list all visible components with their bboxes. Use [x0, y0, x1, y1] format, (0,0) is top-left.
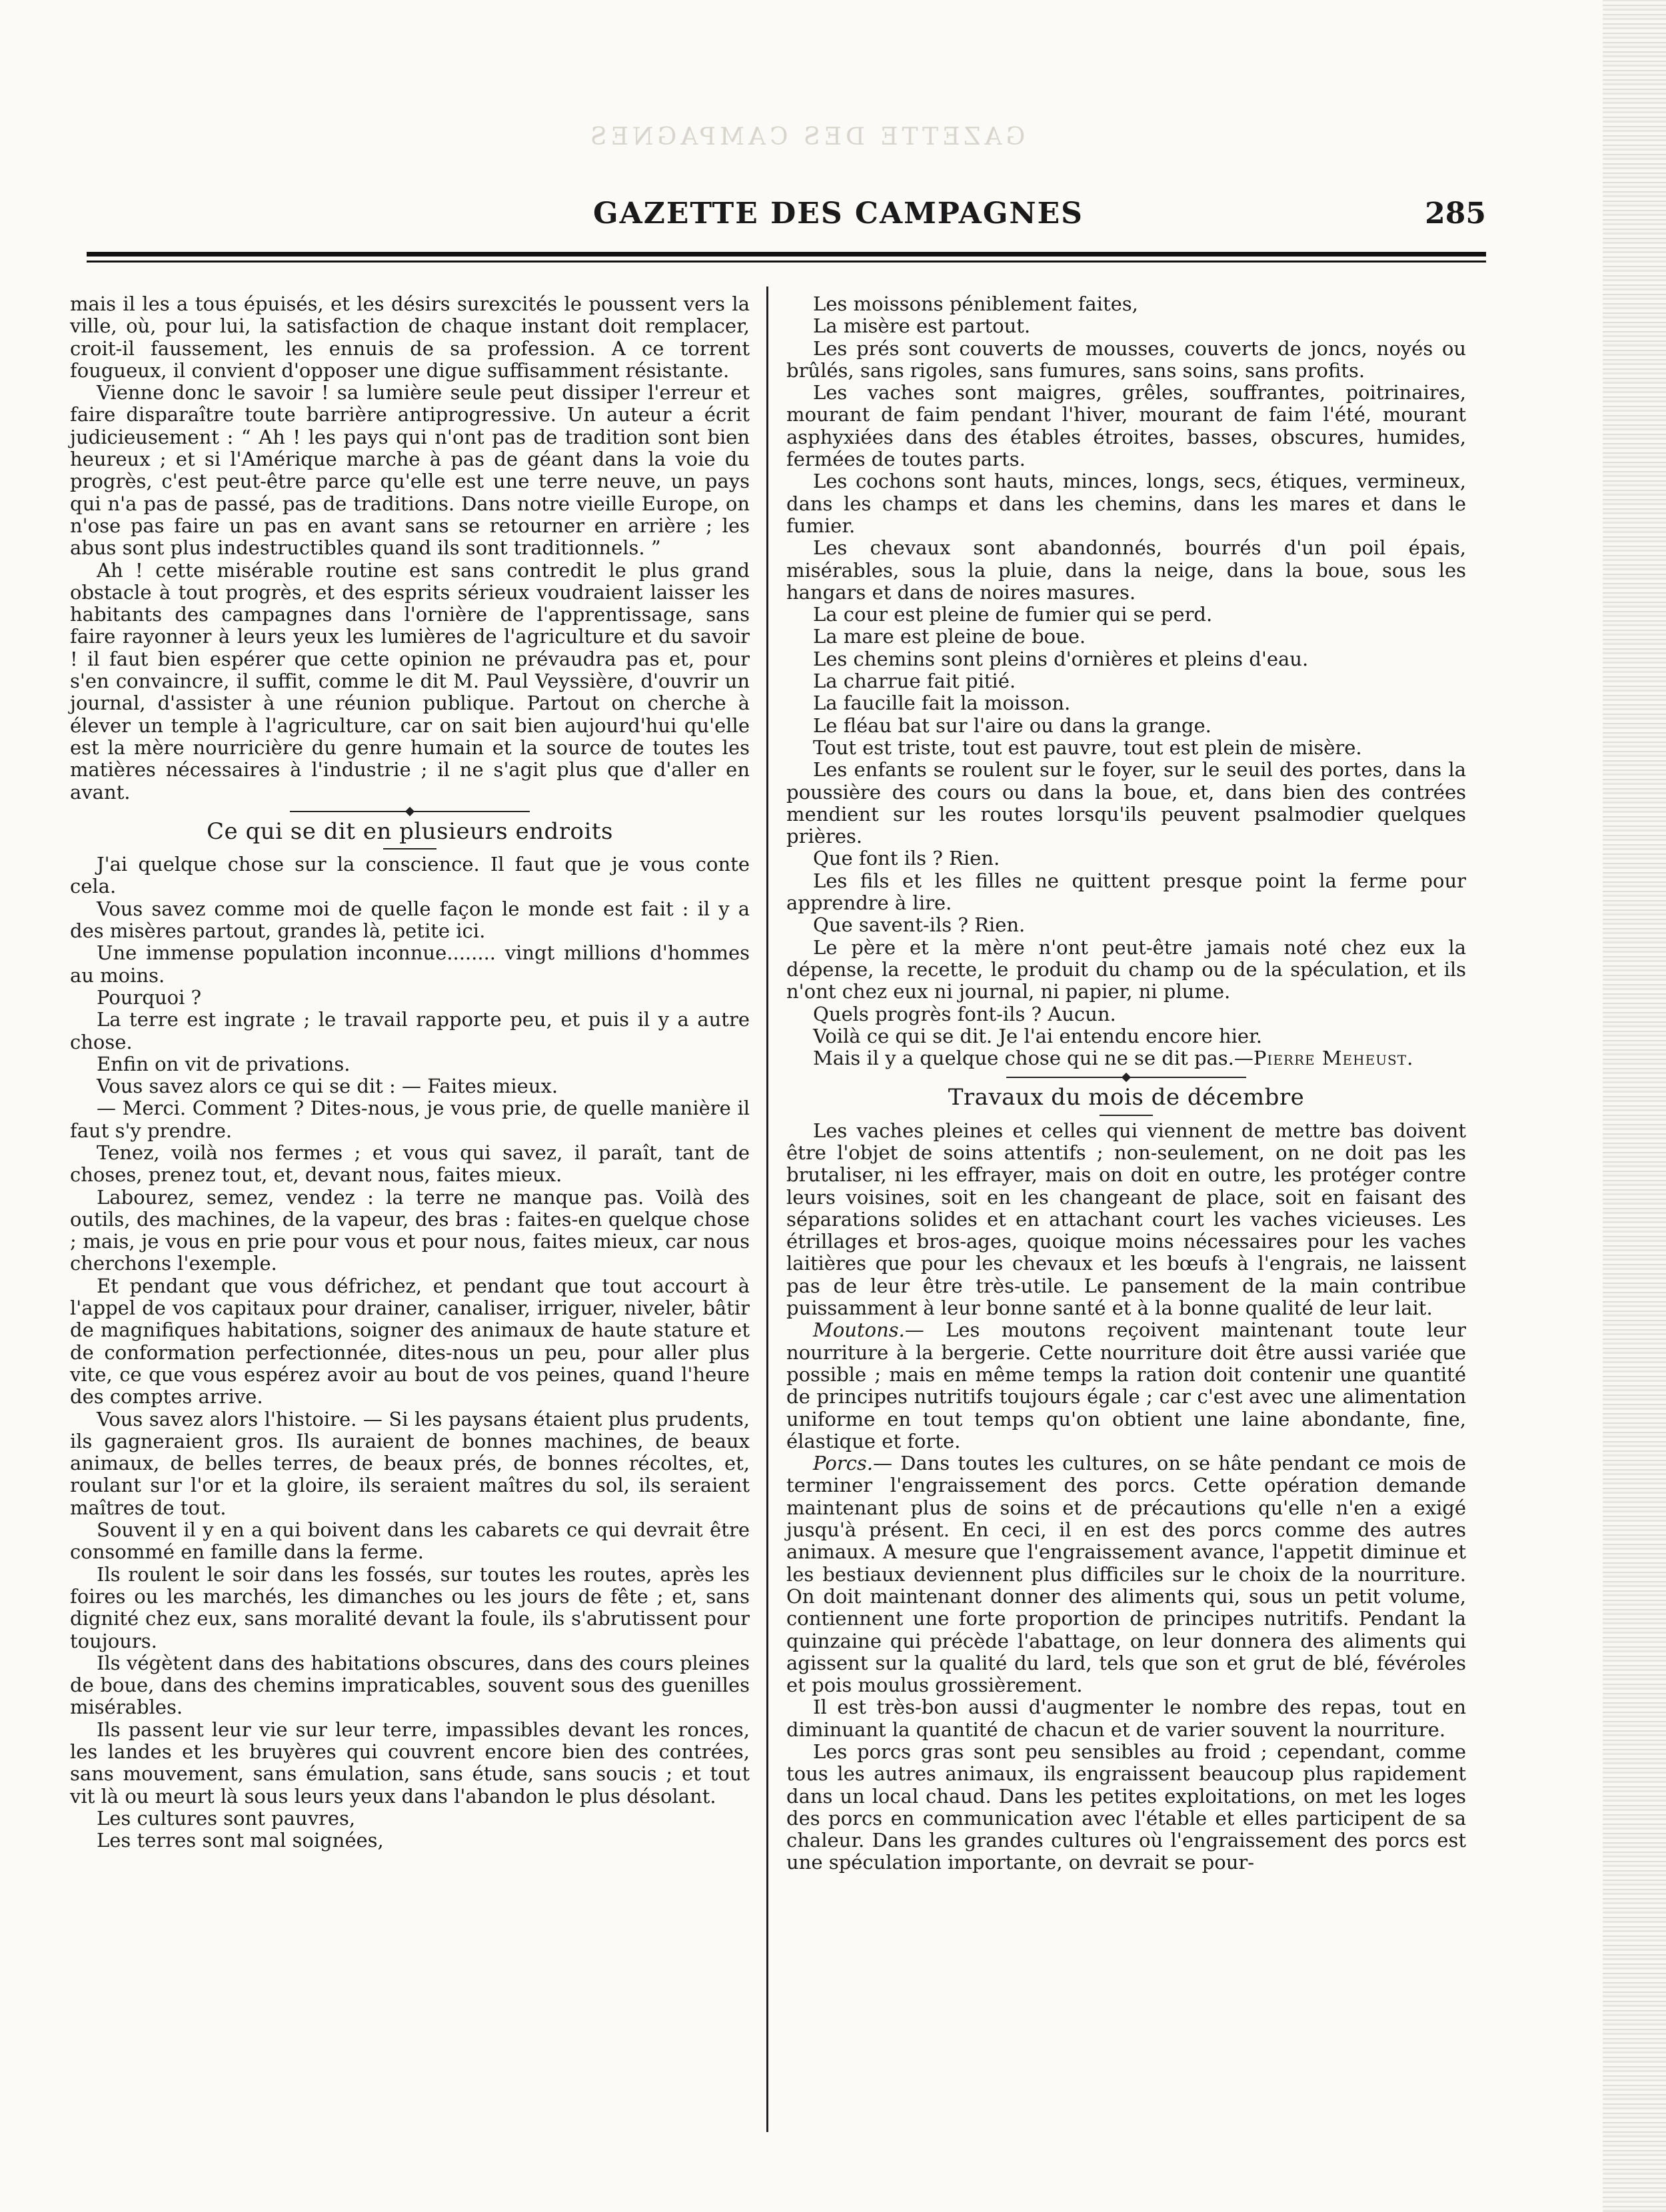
title-dash — [786, 1111, 1466, 1120]
paragraph: Les cultures sont pauvres, — [97, 1806, 356, 1830]
paragraph: La mare est pleine de boue. — [813, 625, 1086, 648]
paragraph: Tenez, voilà nos fermes ; et vous qui savez, il paraît, tant de choses, prenez tout, et, devant nous, faites mieux. — [70, 1141, 750, 1187]
paragraph: Le père et la mère n'ont peut-être jamais noté chez eux la dépense, la recette, le produit du champ ou de la spéculation, et ils n'ont chez eux ni journal, ni papier, ni plume. — [786, 935, 1466, 1003]
paragraph-text: — Dans toutes les cultures, on se hâte pendant ce mois de terminer l'engraissement des porcs. Cette opération demande maintenant plus de soins et de précautions qu'elle n'en a exigé jusqu'à présent. En ceci, il en est des porcs comme des autres animaux. A mesure que l'engraissement avance, l'appetit diminue et les bestiaux deviennent plus difficiles sur le choix de la nourriture. On doit maintenant donner des aliments qui, sous un petit volume, contiennent une forte proportion de principes nutritifs. Pendant la quinzaine qui précède l'abattage, on leur donnera des aliments qui agissent sur la qualité du lard, tels que son et grut de blé, févéroles et pois moulus grossièrement. — [786, 1452, 1466, 1697]
paragraph: Ils roulent le soir dans les fossés, sur toutes les routes, après les foires ou les marchés, les dimanches ou les jours de fête ; et, sans dignité chez eux, sans moralité devant la foule, ils s'abrutissent pour toujours. — [70, 1562, 750, 1652]
paragraph: Les enfants se roulent sur le foyer, sur le seuil des portes, dans la poussière des cours ou dans la boue, et, dans bien des contrées mendient sur les routes lorsqu'ils peuvent psalmodier quelques prières. — [786, 758, 1466, 848]
masthead-title: GAZETTE DES CAMPAGNES — [593, 197, 1084, 231]
paragraph: Que font ils ? Rien. — [813, 847, 1000, 870]
section-title: Travaux du mois de décembre — [948, 1084, 1305, 1111]
paragraph: Voilà ce qui se dit. Je l'ai entendu encore hier. — [813, 1024, 1262, 1047]
bleed-through-masthead: GAZETTE DES CAMPAGNES — [586, 123, 1026, 151]
paragraph: Une immense population inconnue........ vingt millions d'hommes au moins. — [70, 941, 750, 987]
bleed-through-edge — [1603, 0, 1666, 2212]
paragraph-label: Porcs. — [813, 1452, 874, 1475]
header-rule-thick — [87, 252, 1486, 257]
paragraph: Et pendant que vous défrichez, et pendant que tout accourt à l'appel de vos capitaux pour drainer, canaliser, irriguer, niveler, bâtir de magnifiques habitations, soigner des animaux de haute stature et de conformation perfectionnée, dites-nous un peu, pour aller plus vite, ce que vous espérez avoir au bout de vos peines, quand l'heure des comptes arrive. — [70, 1274, 750, 1408]
signed-paragraph — [786, 1047, 1466, 1069]
page-number: 285 — [1425, 197, 1486, 231]
paragraph: Il est très-bon aussi d'augmenter le nombre des repas, tout en diminuant la quantité de chacun et de varier souvent la nourriture. — [786, 1696, 1466, 1741]
paragraph: Quels progrès font-ils ? Aucun. — [813, 1002, 1116, 1025]
paragraph: Les vaches sont maigres, grêles, souffrantes, poitrinaires, mourant de faim pendant l'hiver, mourant de faim l'été, mourant asphyxiées dans des étables étroites, basses, obscures, humides, fermées de toutes parts. — [786, 381, 1466, 471]
paragraph: mais il les a tous épuisés, et les désirs surexcités le poussent vers la ville, où, pour lui, la satisfaction de chaque instant doit remplacer, croit-il faussement, les ennuis de sa profession. A ce torrent fougueux, il convient d'opposer une digue suffisamment résistante. — [70, 292, 750, 382]
paragraph: La faucille fait la moisson. — [813, 692, 1071, 715]
paragraph: Tout est triste, tout est pauvre, tout est plein de misère. — [813, 736, 1362, 759]
paragraph: Ils passent leur vie sur leur terre, impassibles devant les ronces, les landes et les bruyères qui couvrent encore bien des contrées, sans mouvement, sans émulation, sans étude, sans soucis ; et tout vit là ou meurt là sous leurs yeux dans l'abandon le plus désolant. — [70, 1718, 750, 1808]
section-ornament — [70, 806, 750, 817]
paragraph: Les chevaux sont abandonnés, bourrés d'un poil épais, misérables, sous la pluie, dans la neige, dans la boue, sous les hangars et dans de noires masures. — [786, 536, 1466, 604]
paragraph: Les cochons sont hauts, minces, longs, secs, étiques, vermineux, dans les champs et dans les chemins, dans les mares et dans le fumier. — [786, 470, 1466, 537]
paragraph: La misère est partout. — [813, 314, 1031, 338]
paragraph: Les porcs gras sont peu sensibles au froid ; cependant, comme tous les autres animaux, ils engraissent beaucoup plus rapidement dans un local chaud. Dans les petites exploitations, on met les loges des porcs en communication avec l'étable et elles participent de sa chaleur. Dans les grandes cultures où l'engraissement des porcs est une spéculation importante, on devrait se pour- — [786, 1740, 1466, 1874]
paragraph: Ils végètent dans des habitations obscures, dans des cours pleines de boue, dans des chemins impraticables, souvent sous des guenilles misérables. — [70, 1651, 750, 1719]
paragraph: Souvent il y en a qui boivent dans les cabarets ce qui devrait être consommé en famille dans la ferme. — [70, 1518, 750, 1564]
paragraph: Les moissons péniblement faites, — [813, 292, 1138, 315]
paragraph: Les terres sont mal soignées, — [97, 1829, 384, 1852]
paragraph: Les fils et les filles ne quittent presque point la ferme pour apprendre à lire. — [786, 869, 1466, 915]
paragraph: Labourez, semez, vendez : la terre ne manque pas. Voilà des outils, des machines, de la vapeur, des bras : faites-en quelque chose ; mais, je vous en prie pour vous et pour nous, faites mieux, car nous cherchons l'exemple. — [70, 1185, 750, 1275]
left-column — [70, 293, 750, 1852]
paragraph-label: Moutons. — [813, 1319, 905, 1342]
paragraph: Vous savez alors ce qui se dit : — Faites mieux. — [97, 1075, 558, 1098]
paragraph: La charrue fait pitié. — [813, 670, 1016, 693]
author-signature: Pierre Meheust. — [1253, 1047, 1414, 1070]
paragraph: Ah ! cette misérable routine est sans contredit le plus grand obstacle à tout progrès, et des esprits sérieux voudraient laisser les habitants des campagnes dans l'ornière de l'apprentissage, sans faire rayonner à leurs yeux les lumières de l'agriculture et du savoir ! il faut bien espérer que cette opinion ne prévaudra pas et, pour s'en convaincre, il suffit, comme le dit M. Paul Veyssière, d'ouvrir un journal, d'assister à une réunion publique. Partout on cherche à élever un temple à l'agriculture, car on sait bien aujourd'hui qu'elle est la mère nourricière du genre humain et la source de toutes les matières nécessaires à l'industrie ; il ne s'agit plus que d'aller en avant. — [70, 558, 750, 804]
paragraph-text: Mais il y a quelque chose qui ne se dit pas.— — [813, 1047, 1253, 1070]
paragraph: Vous savez comme moi de quelle façon le monde est fait : il y a des misères partout, grandes là, petite ici. — [70, 897, 750, 943]
paragraph: — Merci. Comment ? Dites-nous, je vous prie, de quelle manière il faut s'y prendre. — [70, 1097, 750, 1142]
paragraph: La cour est pleine de fumier qui se perd. — [813, 603, 1213, 626]
paragraph: Vous savez alors l'histoire. — Si les paysans étaient plus prudents, ils gagneraient gros. Ils auraient de bonnes machines, de beaux animaux, de belles terres, de beaux prés, de bonnes récoltes, et, roulant sur l'or et la gloire, ils seraient maîtres du sol, ils seraient maîtres de tout. — [70, 1407, 750, 1519]
section-title: Ce qui se dit en plusieurs endroits — [207, 818, 613, 845]
paragraph: Que savent-ils ? Rien. — [813, 913, 1026, 937]
section-ornament — [786, 1072, 1466, 1083]
paragraph: Pourquoi ? — [97, 985, 202, 1009]
paragraph: Les vaches pleines et celles qui viennent de mettre bas doivent être l'objet de soins attentifs ; non-seulement, on ne doit pas les brutaliser, ni les effrayer, mais on doit en outre, les protéger contre leurs voisines, soit en les changeant de place, soit en faisant des séparations solides et en attachant court les vaches vicieuses. Les étrillages et bros-ages, quoique moins nécessaires pour les vaches laitières que pour les chevaux et les bœufs à l'engrais, ne laissent pas de leur être très-utile. Le pansement de la main contribue puissamment à leur bonne santé et à la bonne qualité de leur lait. — [786, 1119, 1466, 1320]
header-rule-thin — [87, 261, 1486, 263]
paragraph: Les prés sont couverts de mousses, couverts de joncs, noyés ou brûlés, sans rigoles, sans fumures, sans soins, sans profits. — [786, 336, 1466, 382]
right-column — [786, 293, 1466, 1874]
page-header — [87, 197, 1486, 237]
paragraph: La terre est ingrate ; le travail rapporte peu, et puis il y a autre chose. — [70, 1008, 750, 1053]
paragraph-porcs — [786, 1452, 1466, 1696]
title-dash — [70, 844, 750, 853]
paragraph: Le fléau bat sur l'aire ou dans la grange. — [813, 714, 1212, 737]
column-divider — [766, 286, 768, 2132]
paragraph: Enfin on vit de privations. — [97, 1052, 351, 1075]
paragraph: Les chemins sont pleins d'ornières et pleins d'eau. — [813, 647, 1309, 670]
paragraph-moutons — [786, 1319, 1466, 1452]
paragraph: J'ai quelque chose sur la conscience. Il faut que je vous conte cela. — [70, 853, 750, 898]
paragraph-text: — Les moutons reçoivent maintenant toute leur nourriture à la bergerie. Cette nourriture doit être aussi variée que possible ; mais en même temps la ration doit contenir une quantité de principes nutritifs toujours égale ; car c'est avec une alimentation uniforme en tout temps qu'on obtient une laine abondante, fine, élastique et forte. — [786, 1319, 1466, 1452]
paragraph: Vienne donc le savoir ! sa lumière seule peut dissiper l'erreur et faire disparaître toute barrière antiprogressive. Un auteur a écrit judicieusement : “ Ah ! les pays qui n'ont pas de tradition sont bien heureux ; et si l'Amérique marche à pas de géant dans la voie du progrès, c'est peut-être parce qu'elle est une terre neuve, un pays qui n'a pas de passé, pas de traditions. Dans notre vieille Europe, on n'ose pas faire un pas en avant sans se retourner en arrière ; les abus sont plus indestructibles quand ils sont traditionnels. ” — [70, 381, 750, 560]
